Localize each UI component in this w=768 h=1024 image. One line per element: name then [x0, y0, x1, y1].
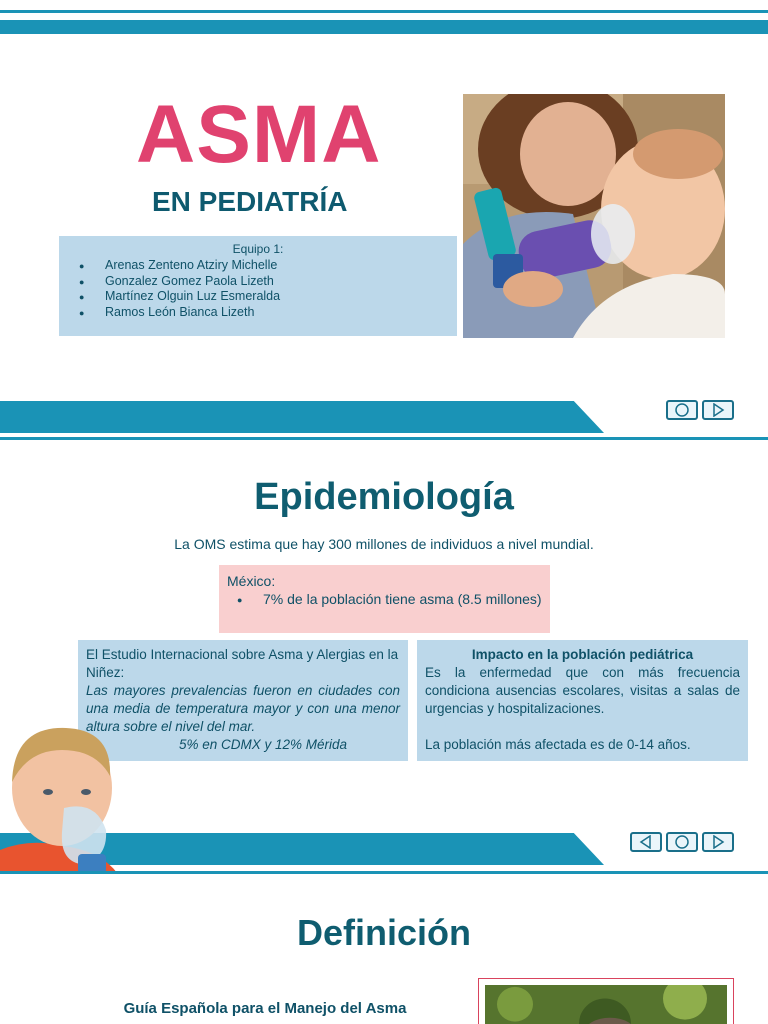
impact-age: La población más afectada es de 0-14 años. — [425, 737, 691, 752]
team-list — [79, 258, 280, 320]
next-button[interactable] — [702, 832, 734, 852]
definition-photo-frame — [478, 978, 734, 1024]
isaac-study-box — [78, 640, 408, 761]
study-finding: Las mayores prevalencias fueron en ciudades con una media de temperatura mayor y con una menor altura sobre el nivel del mar. — [86, 683, 400, 734]
definition-title: Definición — [296, 912, 471, 953]
foliage-photo — [485, 985, 727, 1024]
team-box — [59, 236, 457, 336]
bottom-band — [0, 401, 604, 433]
circle-icon — [673, 835, 691, 849]
slide-epidemiology — [0, 440, 768, 874]
study-name: El Estudio Internacional sobre Asma y Alergias en la Niñez: — [86, 647, 399, 680]
study-stat: 5% en CDMX y 12% Mérida — [178, 737, 348, 752]
presentation-title: ASMA — [136, 89, 382, 180]
impact-heading: Impacto en la población pediátrica — [471, 647, 694, 662]
slide1-nav — [666, 400, 734, 420]
top-thin-line — [0, 10, 768, 13]
oms-statement: La OMS estima que hay 300 millones de individuos a nivel mundial. — [174, 536, 594, 552]
mother-child-inhaler-photo — [463, 94, 725, 338]
home-button[interactable] — [666, 832, 698, 852]
slide-title — [0, 0, 768, 440]
next-button[interactable] — [702, 400, 734, 420]
slide-definition — [0, 874, 768, 1024]
pediatric-impact-box — [417, 640, 748, 761]
child-nebulizer-photo — [0, 720, 125, 874]
team-title: Equipo 1: — [232, 242, 284, 256]
top-thick-bar — [0, 20, 768, 34]
home-button[interactable] — [666, 400, 698, 420]
mexico-box — [219, 565, 550, 633]
mexico-title: México: — [227, 573, 276, 589]
circle-icon — [673, 403, 691, 417]
impact-text: Es la enfermedad que con más frecuencia condiciona ausencias escolares, visitas a salas de urgencias y hospitalizaciones. — [425, 665, 740, 716]
mexico-item: ● 7% de la población tiene asma (8.5 millones) — [237, 591, 553, 608]
presentation-subtitle: EN PEDIATRÍA — [152, 186, 348, 217]
definition-photo — [485, 985, 727, 1024]
team-member: ● Ramos León Bianca Lizeth — [79, 305, 280, 321]
slide2-nav — [630, 832, 734, 852]
team-member: ● Arenas Zenteno Atziry Michelle — [79, 258, 280, 274]
epidemiology-title: Epidemiología — [254, 476, 514, 518]
team-member: ● Gonzalez Gomez Paola Lizeth — [79, 274, 280, 290]
play-right-icon — [710, 835, 726, 849]
play-left-icon — [638, 835, 654, 849]
team-member: ● Martínez Olguin Luz Esmeralda — [79, 289, 280, 305]
play-right-icon — [710, 403, 726, 417]
prev-button[interactable] — [630, 832, 662, 852]
guide-title: Guía Española para el Manejo del Asma — [123, 1000, 407, 1017]
